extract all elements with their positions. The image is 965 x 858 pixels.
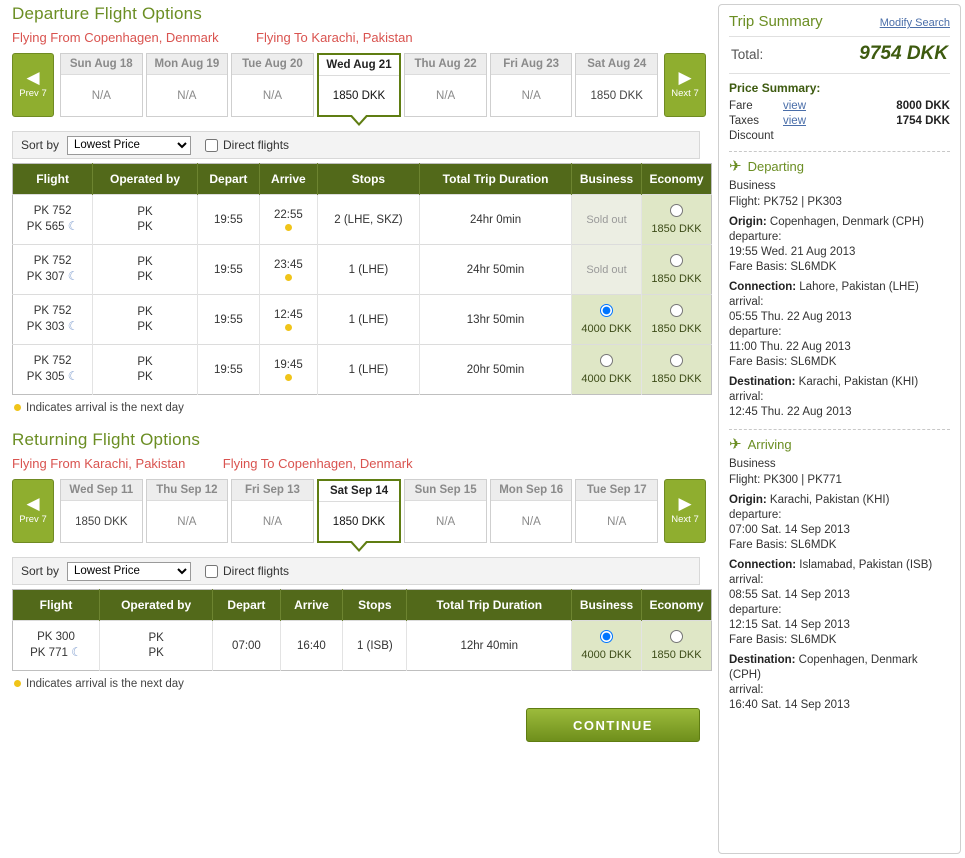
departure-flight-numbers: PK 752 PK 305 ☾ [13, 345, 93, 395]
departure-economy-fare[interactable] [642, 245, 712, 295]
departure-operated-by: PK PK [93, 295, 198, 345]
taxes-amount: 1754 DKK [896, 115, 950, 127]
departure-column-header: Business [572, 164, 642, 195]
returning-sort-label: Sort by [21, 564, 60, 578]
departing-origin-departure: 19:55 Wed. 21 Aug 2013 [729, 246, 856, 258]
returning-day-date: Tue Sep 17 [576, 480, 657, 501]
arriving-connection-arrival: 08:55 Sat. 14 Sep 2013 [729, 589, 850, 601]
arriving-destination-arrival: 16:40 Sat. 14 Sep 2013 [729, 699, 850, 711]
departure-stops: 1 (LHE) [317, 295, 419, 345]
departure-sort-label: Sort by [21, 138, 60, 152]
returning-route [12, 456, 706, 471]
departure-table-body [13, 195, 712, 395]
departure-from: Flying From Copenhagen, Denmark [12, 30, 219, 45]
departure-prev-label: Prev 7 [19, 88, 47, 99]
departure-business-fare: Sold out [572, 245, 642, 295]
departure-direct-flights-input[interactable] [205, 139, 218, 152]
departure-depart-time: 19:55 [197, 245, 259, 295]
arriving-destination: Copenhagen, Denmark (CPH) [729, 654, 918, 681]
returning-from: Flying From Karachi, Pakistan [12, 456, 186, 471]
departure-flight-numbers: PK 752 PK 307 ☾ [13, 245, 93, 295]
departing-connection-arrival: 05:55 Thu. 22 Aug 2013 [729, 311, 852, 323]
departure-column-header: Economy [642, 164, 712, 195]
departure-to: Flying To Karachi, Pakistan [256, 30, 413, 45]
price-summary-label: Price Summary: [729, 81, 821, 95]
trip-total-value: 9754 DKK [859, 43, 948, 64]
night-moon-icon: ☾ [67, 269, 79, 283]
taxes-view-link[interactable]: view [783, 115, 807, 127]
departure-business-price: 4000 DKK [581, 373, 632, 385]
departure-economy-price: 1850 DKK [651, 323, 702, 335]
trip-summary-title: Trip Summary [729, 13, 823, 30]
modify-search-link[interactable]: Modify Search [879, 17, 950, 29]
departure-day-option[interactable] [231, 53, 314, 117]
trip-total-label: Total: [731, 47, 764, 62]
departure-column-header: Operated by [93, 164, 198, 195]
returning-day-price: N/A [436, 515, 456, 528]
table-row [13, 245, 712, 295]
right-arrow-icon: ▶ [678, 68, 692, 87]
arriving-connection-arrival-label: arrival: [729, 574, 764, 586]
departing-connection-label: Connection: [729, 281, 797, 293]
departure-date-strip [12, 53, 706, 117]
divider [729, 151, 950, 152]
arriving-destination-arrival-label: arrival: [729, 684, 764, 696]
fare-view-link[interactable]: view [783, 100, 807, 112]
departure-column-header: Flight [13, 164, 93, 195]
arriving-leg-header [729, 437, 950, 452]
fare-row [729, 100, 950, 112]
plane-depart-icon: ✈ [729, 157, 742, 175]
table-row [13, 295, 712, 345]
returning-footnote-text: Indicates arrival is the next day [26, 678, 184, 690]
continue-row [6, 708, 700, 742]
departure-next-label: Next 7 [671, 88, 699, 99]
night-moon-icon: ☾ [67, 219, 79, 233]
arriving-origin: Karachi, Pakistan (KHI) [769, 494, 890, 506]
returning-direct-flights-label: Direct flights [223, 564, 290, 578]
departure-depart-time: 19:55 [197, 295, 259, 345]
returning-prev-label: Prev 7 [19, 514, 47, 525]
departure-day-date: Sun Aug 18 [61, 54, 142, 75]
returning-economy-radio[interactable] [670, 630, 683, 643]
departure-prev-7-button[interactable] [12, 53, 54, 117]
arriving-origin-departure: 07:00 Sat. 14 Sep 2013 [729, 524, 850, 536]
departure-days [60, 53, 658, 117]
returning-column-header: Operated by [99, 590, 212, 621]
departure-economy-fare[interactable] [642, 195, 712, 245]
departure-day-price: N/A [436, 89, 456, 102]
arriving-origin-label: Origin: [729, 494, 767, 506]
next-day-dot-icon [285, 224, 292, 231]
night-moon-icon: ☾ [71, 645, 82, 659]
departure-depart-time: 19:55 [197, 195, 259, 245]
arriving-connection-label: Connection: [729, 559, 797, 571]
departure-day-option[interactable] [60, 53, 143, 117]
returning-section-title: Returning Flight Options [12, 430, 201, 449]
next-day-dot-icon [14, 404, 21, 411]
returning-day-option[interactable] [575, 479, 658, 543]
departure-duration: 24hr 0min [420, 195, 572, 245]
returning-day-date: Wed Sep 11 [61, 480, 142, 501]
departure-business-radio[interactable] [600, 354, 613, 367]
departure-day-date: Wed Aug 21 [319, 55, 400, 76]
departing-leg-details [729, 179, 950, 420]
departing-origin-fare-basis: Fare Basis: SL6MDK [729, 261, 837, 273]
next-day-dot-icon [285, 374, 292, 381]
departure-footnote [14, 402, 706, 414]
returning-column-header: Stops [343, 590, 407, 621]
departure-column-header: Stops [317, 164, 419, 195]
departing-connection: Lahore, Pakistan (LHE) [799, 281, 919, 293]
departure-column-header: Arrive [259, 164, 317, 195]
departure-depart-time: 19:55 [197, 345, 259, 395]
departure-footnote-text: Indicates arrival is the next day [26, 402, 184, 414]
returning-next-label: Next 7 [671, 514, 699, 525]
departure-operated-by: PK PK [93, 345, 198, 395]
returning-duration: 12hr 40min [407, 621, 572, 671]
departure-duration: 13hr 50min [420, 295, 572, 345]
plane-arrive-icon: ✈ [729, 435, 742, 453]
departing-connection-arrival-label: arrival: [729, 296, 764, 308]
returning-prev-7-button[interactable] [12, 479, 54, 543]
departure-day-date: Thu Aug 22 [405, 54, 486, 75]
departure-sort-select[interactable] [67, 136, 191, 155]
departure-arrive-time: 12:45 [259, 295, 317, 345]
departure-economy-price: 1850 DKK [651, 273, 702, 285]
returning-flight-numbers: PK 300 PK 771 ☾ [13, 621, 100, 671]
departing-destination-arrival: 12:45 Thu. 22 Aug 2013 [729, 406, 852, 418]
next-day-dot-icon [285, 274, 292, 281]
returning-day-option[interactable] [490, 479, 573, 543]
departure-day-price: N/A [91, 89, 111, 102]
departing-destination: Karachi, Pakistan (KHI) [798, 376, 919, 388]
departure-column-header: Depart [197, 164, 259, 195]
departing-connection-departure-label: departure: [729, 326, 782, 338]
returning-table-header [13, 590, 712, 621]
table-row [13, 621, 712, 671]
departure-duration: 20hr 50min [420, 345, 572, 395]
arriving-cabin: Business [729, 458, 776, 470]
table-row [13, 195, 712, 245]
departure-operated-by: PK PK [93, 245, 198, 295]
departure-stops: 1 (LHE) [317, 345, 419, 395]
returning-day-date: Thu Sep 12 [147, 480, 228, 501]
returning-day-option[interactable] [60, 479, 143, 543]
departing-leg-header [729, 159, 950, 174]
continue-button[interactable]: CONTINUE [526, 708, 700, 742]
returning-day-date: Sun Sep 15 [405, 480, 486, 501]
departure-economy-radio[interactable] [670, 304, 683, 317]
returning-results-table [12, 589, 712, 671]
arriving-heading: Arriving [747, 437, 792, 452]
returning-economy-fare[interactable] [642, 621, 712, 671]
departure-arrive-time: 19:45 [259, 345, 317, 395]
returning-column-header: Economy [642, 590, 712, 621]
night-moon-icon: ☾ [67, 319, 79, 333]
departure-sort-bar [12, 131, 700, 159]
departure-next-7-button[interactable] [664, 53, 706, 117]
returning-direct-flights-input[interactable] [205, 565, 218, 578]
departure-results-table [12, 163, 712, 395]
returning-column-header: Arrive [280, 590, 343, 621]
departure-economy-radio[interactable] [670, 354, 683, 367]
returning-day-date: Sat Sep 14 [319, 481, 400, 502]
departure-flight-numbers: PK 752 PK 565 ☾ [13, 195, 93, 245]
departure-day-option[interactable] [575, 53, 658, 117]
returning-business-radio[interactable] [600, 630, 613, 643]
departure-arrive-time: 22:55 [259, 195, 317, 245]
right-arrow-icon: ▶ [678, 494, 692, 513]
arriving-flight: Flight: PK300 | PK771 [729, 474, 842, 486]
returning-days [60, 479, 658, 543]
departing-connection-fare-basis: Fare Basis: SL6MDK [729, 356, 837, 368]
departure-day-price: N/A [521, 89, 541, 102]
arriving-leg-details [729, 457, 950, 713]
night-moon-icon: ☾ [67, 369, 79, 383]
departure-day-date: Sat Aug 24 [576, 54, 657, 75]
departure-business-radio[interactable] [600, 304, 613, 317]
returning-sort-bar [12, 557, 700, 585]
returning-depart-time: 07:00 [213, 621, 280, 671]
fare-label: Fare [729, 100, 753, 112]
departing-flight: Flight: PK752 | PK303 [729, 196, 842, 208]
departure-table-header [13, 164, 712, 195]
returning-day-option[interactable] [317, 479, 402, 543]
departure-day-price: 1850 DKK [332, 89, 386, 102]
table-row [13, 345, 712, 395]
departing-heading: Departing [747, 159, 804, 174]
returning-stops: 1 (ISB) [343, 621, 407, 671]
arriving-connection: Islamabad, Pakistan (ISB) [799, 559, 933, 571]
departure-day-price: N/A [262, 89, 283, 102]
returning-day-date: Fri Sep 13 [232, 480, 313, 501]
returning-table-body [13, 621, 712, 671]
departure-day-date: Tue Aug 20 [232, 54, 313, 75]
returning-business-price: 4000 DKK [581, 649, 632, 661]
returning-business-fare[interactable] [572, 621, 642, 671]
returning-day-price: N/A [607, 515, 627, 528]
departing-origin-departure-label: departure: [729, 231, 782, 243]
departure-stops: 2 (LHE, SKZ) [317, 195, 419, 245]
departure-day-option[interactable] [404, 53, 487, 117]
next-day-dot-icon [285, 324, 292, 331]
taxes-label: Taxes [729, 115, 760, 127]
returning-sort-select[interactable] [67, 562, 191, 581]
arriving-origin-departure-label: departure: [729, 509, 782, 521]
departing-origin: Copenhagen, Denmark (CPH) [769, 216, 924, 228]
trip-summary-panel [718, 4, 961, 854]
discount-label: Discount [729, 130, 774, 142]
departure-column-header: Total Trip Duration [420, 164, 572, 195]
price-summary [729, 73, 950, 142]
departure-stops: 1 (LHE) [317, 245, 419, 295]
returning-day-price: 1850 DKK [75, 515, 128, 528]
departure-day-option[interactable] [490, 53, 573, 117]
departure-day-price: N/A [177, 89, 197, 102]
returning-day-price: N/A [262, 515, 283, 528]
returning-column-header: Business [572, 590, 642, 621]
returning-day-price: N/A [177, 515, 197, 528]
departure-business-price: 4000 DKK [581, 323, 632, 335]
returning-day-date: Mon Sep 16 [491, 480, 572, 501]
returning-economy-price: 1850 DKK [651, 649, 702, 661]
trip-total-row [729, 37, 950, 73]
left-arrow-icon: ◀ [26, 68, 40, 87]
arriving-origin-fare-basis: Fare Basis: SL6MDK [729, 539, 837, 551]
departing-cabin: Business [729, 180, 776, 192]
departure-flight-numbers: PK 752 PK 303 ☾ [13, 295, 93, 345]
departure-economy-price: 1850 DKK [651, 223, 702, 235]
departure-direct-flights-label: Direct flights [223, 138, 290, 152]
trip-summary-header [729, 13, 950, 37]
departure-operated-by: PK PK [93, 195, 198, 245]
returning-day-option[interactable] [231, 479, 314, 543]
returning-date-strip [12, 479, 706, 543]
returning-day-option[interactable] [404, 479, 487, 543]
returning-column-header: Flight [13, 590, 100, 621]
departure-day-option[interactable] [146, 53, 229, 117]
fare-amount: 8000 DKK [896, 100, 950, 112]
returning-operated-by: PK PK [99, 621, 212, 671]
arriving-connection-departure-label: departure: [729, 604, 782, 616]
arriving-connection-fare-basis: Fare Basis: SL6MDK [729, 634, 837, 646]
next-day-dot-icon [14, 680, 21, 687]
departure-economy-fare[interactable] [642, 295, 712, 345]
departure-day-option[interactable] [317, 53, 402, 117]
departure-business-fare: Sold out [572, 195, 642, 245]
departure-route [12, 30, 706, 45]
returning-footnote [14, 678, 706, 690]
divider [729, 429, 950, 430]
returning-arrive-time: 16:40 [280, 621, 343, 671]
departure-day-date: Fri Aug 23 [491, 54, 572, 75]
departure-day-date: Mon Aug 19 [147, 54, 228, 75]
returning-column-header: Depart [213, 590, 280, 621]
returning-direct-flights-checkbox[interactable] [205, 564, 289, 578]
departure-economy-radio[interactable] [670, 254, 683, 267]
departing-destination-label: Destination: [729, 376, 796, 388]
departing-origin-label: Origin: [729, 216, 767, 228]
left-arrow-icon: ◀ [26, 494, 40, 513]
departing-destination-arrival-label: arrival: [729, 391, 764, 403]
returning-to: Flying To Copenhagen, Denmark [222, 456, 413, 471]
departure-economy-radio[interactable] [670, 204, 683, 217]
returning-next-7-button[interactable] [664, 479, 706, 543]
returning-day-option[interactable] [146, 479, 229, 543]
departure-day-price: 1850 DKK [590, 89, 643, 102]
arriving-destination-label: Destination: [729, 654, 796, 666]
departure-duration: 24hr 50min [420, 245, 572, 295]
departure-economy-price: 1850 DKK [651, 373, 702, 385]
departing-connection-departure: 11:00 Thu. 22 Aug 2013 [729, 341, 851, 353]
returning-column-header: Total Trip Duration [407, 590, 572, 621]
discount-row [729, 130, 950, 142]
departure-business-fare[interactable] [572, 295, 642, 345]
departure-arrive-time: 23:45 [259, 245, 317, 295]
returning-day-price: 1850 DKK [332, 515, 386, 528]
departure-business-fare[interactable] [572, 345, 642, 395]
departure-economy-fare[interactable] [642, 345, 712, 395]
returning-day-price: N/A [521, 515, 541, 528]
taxes-row [729, 115, 950, 127]
departure-section-title: Departure Flight Options [12, 4, 202, 23]
departure-direct-flights-checkbox[interactable] [205, 138, 289, 152]
arriving-connection-departure: 12:15 Sat. 14 Sep 2013 [729, 619, 850, 631]
